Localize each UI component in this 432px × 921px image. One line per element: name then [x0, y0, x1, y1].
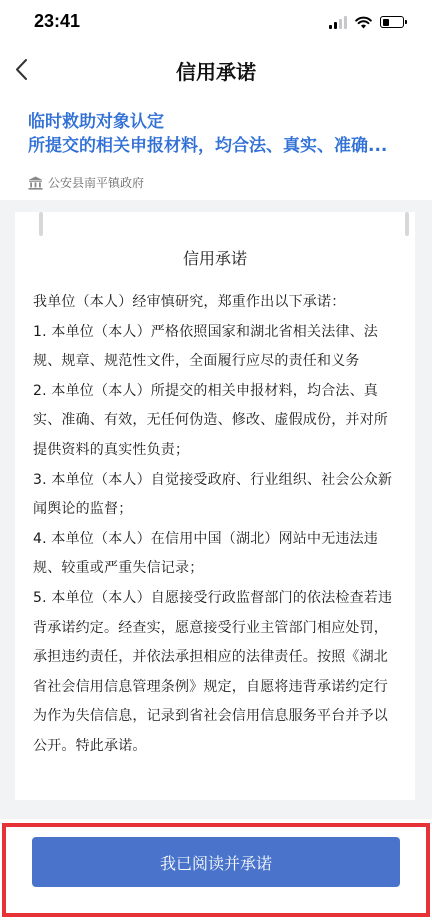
status-icons [329, 14, 404, 30]
document-paragraph: 5. 本单位（本人）自愿接受行政监督部门的依法检查若违背承诺约定。经查实，愿意接受行业主管部门相应处罚，承担违约责任，并依法承担相应的法律责任。按照《湖北省社会信用信息管理条例》规定，自愿将违背承诺约定行为作为失信信息，记录到省社会信用信息服务平台并予以公开。特此承诺。 [33, 589, 393, 754]
cellular-signal-icon [329, 16, 347, 29]
item-header [0, 94, 432, 200]
document-paragraph: 4. 本单位（本人）在信用中国（湖北）网站中无违法违规、较重或严重失信记录； [33, 530, 379, 577]
organization-name: 公安县南平镇政府 [48, 176, 145, 190]
bottom-action-bar [0, 819, 432, 921]
scroll-indicator-right [405, 212, 409, 236]
wifi-icon [355, 16, 372, 29]
highlight-box [2, 823, 430, 917]
read-and-commit-button[interactable]: 我已阅读并承诺 [32, 837, 400, 887]
organization-line [28, 174, 144, 191]
government-building-icon [28, 176, 43, 190]
item-title-line-2: 所提交的相关申报材料，均合法、真实、准确... [28, 136, 388, 156]
document-paragraph: 3. 本单位（本人）自觉接受政府、行业组织、社会公众新闻舆论的监督； [33, 471, 393, 518]
status-bar [0, 0, 432, 44]
battery-icon [380, 16, 404, 28]
item-title-line-1: 临时救助对象认定 [28, 112, 164, 132]
document-paragraph: 1. 本单位（本人）严格依照国家和湖北省相关法律、法规、规章、规范性文件，全面履行应尽的责任和义务 [33, 323, 379, 370]
document-body [33, 288, 399, 762]
item-title [28, 110, 408, 158]
document-title: 信用承诺 [182, 249, 247, 268]
scroll-indicator-left [39, 212, 43, 236]
document-paragraph: 我单位（本人）经审慎研究，郑重作出以下承诺： [33, 294, 346, 310]
nav-bar [0, 44, 432, 94]
status-time: 23:41 [34, 11, 81, 31]
document-paragraph: 2. 本单位（本人）所提交的相关申报材料，均合法、真实、准确、有效，无任何伪造、修改、虚假成份，并对所提供资料的真实性负责； [33, 382, 388, 458]
page-title: 信用承诺 [176, 60, 256, 84]
commitment-document[interactable] [15, 212, 415, 800]
